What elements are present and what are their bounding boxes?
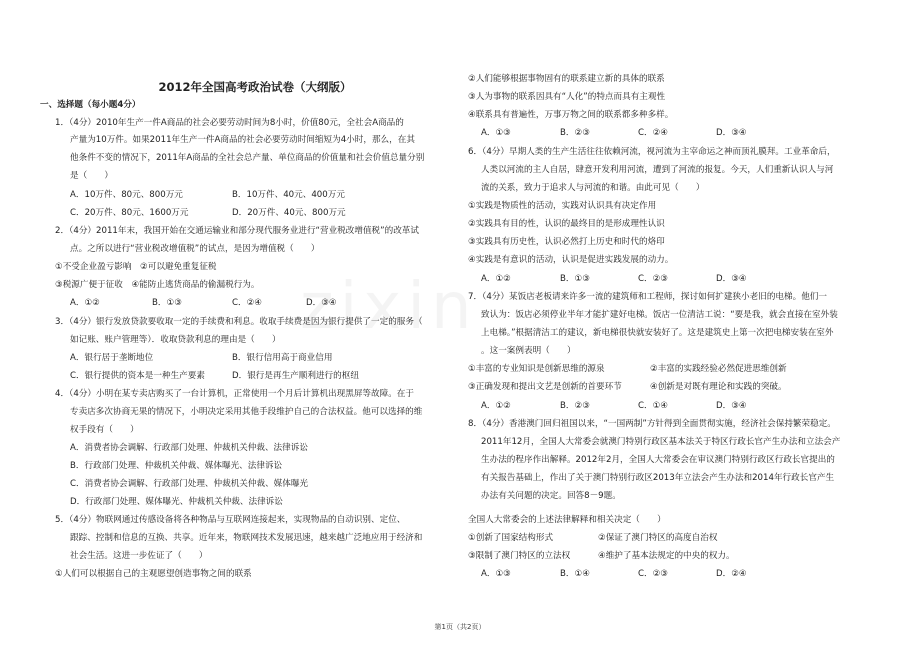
- q8-statement: ④维护了基本法规定的中央的权力。: [598, 551, 735, 561]
- q1-option-c: C．20万件、80元、1600万元: [70, 208, 189, 218]
- q4-option-c: C．消费者协会调解、行政部门处理、仲裁机关仲裁、媒体曝光: [70, 479, 309, 489]
- q1-option-a: A．10万件、80元、800万元: [70, 190, 183, 200]
- q4-line: 权手段有（ ）: [70, 425, 139, 435]
- q8-line: 有关报告基础上，作出了关于澳门特别行政区2013年立法会产生办法和2014年行政长官产生: [481, 473, 835, 483]
- section-heading: 一、选择题（每小题4分）: [40, 100, 141, 110]
- q8-line: 办法有关问题的决定。回答8－9题。: [481, 491, 621, 501]
- q7-statement: ④创新是对既有理论和实践的突破。: [650, 382, 787, 392]
- q5-option-b: B．②③: [560, 128, 590, 138]
- q1-line: 是（ ）: [70, 171, 113, 181]
- q4-line: 专卖店多次协商无果的情况下，小明决定采用其他手段维护自己的合法权益。他可以选择的维: [70, 407, 423, 417]
- q3-option-b: B．银行信用高于商业信用: [232, 353, 333, 363]
- page-footer: 第1页（共2页）: [434, 623, 486, 631]
- q1-option-b: B．10万件、40元、400万元: [232, 190, 345, 200]
- q8-stem: 全国人大常委会的上述法律解释和相关决定（ ）: [468, 515, 666, 525]
- q6-option-d: D．③④: [716, 274, 747, 284]
- q8-statement: ③限制了澳门特区的立法权: [468, 551, 571, 561]
- q1-line: 产量为10万件。如果2011年生产一件A商品的社会必要劳动时间缩短为4小时，那么，在其: [70, 135, 415, 145]
- q7-option-c: C．①④: [638, 401, 669, 411]
- q6-option-c: C．②③: [638, 274, 669, 284]
- q6-option-b: B．①③: [560, 274, 590, 284]
- q6-line: 6．（4分）早期人类的生产生活往往依赖河流，视河流为主宰命运之神而顶礼膜拜。工业革命后，: [468, 147, 836, 157]
- q5-line: 社会生活。这进一步佐证了（ ）: [70, 551, 208, 561]
- q7-line: 7．（4分）某饭店老板请来许多一流的建筑师和工程师，探讨如何扩建狭小老旧的电梯。他们一: [468, 292, 827, 302]
- q5-option-c: C．②④: [638, 128, 669, 138]
- q3-option-c: C．银行提供的资本是一种生产要素: [70, 371, 205, 381]
- q6-statement: ③实践具有历史性，认识必然打上历史和时代的烙印: [468, 237, 665, 247]
- q8-statement: ①创新了国家结构形式: [468, 533, 554, 543]
- q7-statement: ①丰富的专业知识是创新思维的源泉: [468, 364, 605, 374]
- q6-statement: ②实践具有目的性，认识的最终目的是形成理性认识: [468, 219, 665, 229]
- q4-option-d: D．行政部门处理、媒体曝光、仲裁机关仲裁、法律诉讼: [70, 497, 283, 507]
- q2-line: 2．（4分）2011年末，我国开始在交通运输业和部分现代服务业进行“营业税改增值税”的改革试: [55, 226, 419, 236]
- q7-option-b: B．②③: [560, 401, 590, 411]
- q5-statement: ①人们可以根据自己的主观愿望创造事物之间的联系: [55, 569, 252, 579]
- q3-line: 如记账、账户管理等）．收取贷款利息的理由是（ ）: [70, 335, 281, 345]
- q7-option-a: A．①②: [481, 401, 511, 411]
- q5-line: 跟踪、控制和信息的互换、共享。近年来，物联网技术发展迅速，越来越广泛地应用于经济和: [70, 533, 423, 543]
- q6-option-a: A．①②: [481, 274, 511, 284]
- q8-option-d: D．②④: [716, 569, 747, 579]
- page-title: 2012年全国高考政治试卷（大纲版）: [158, 80, 352, 94]
- q6-statement: ①实践是物质性的活动，实践对认识具有决定作用: [468, 201, 657, 211]
- q6-line: 流的关系，致力于追求人与河流的和谐。由此可见（ ）: [481, 183, 705, 193]
- q6-statement: ④实践是有意识的活动，认识是促进实践发展的动力。: [468, 255, 674, 265]
- q5-option-d: D．③④: [716, 128, 747, 138]
- q8-option-c: C．②③: [638, 569, 669, 579]
- q8-statement: ②保证了澳门特区的高度自治权: [598, 533, 718, 543]
- q2-option-a: A．①②: [70, 298, 100, 308]
- q2-statement: ①不受企业盈亏影响 ②可以避免重复征税: [55, 262, 217, 272]
- q7-statement: ③正确发现和提出文艺是创新的首要环节: [468, 382, 622, 392]
- q5-line: 5．（4分）物联网通过传感设备将各种物品与互联网连接起来，实现物品的自动识别、定位、: [55, 515, 406, 525]
- q3-option-a: A．银行居于垄断地位: [70, 353, 154, 363]
- q7-option-d: D．③④: [716, 401, 747, 411]
- q3-option-d: D．银行是再生产顺利进行的枢纽: [232, 371, 359, 381]
- q8-line: 生办法的程序作出解释。2012年2月，全国人大常委会在审议澳门特别行政区行政长官提出的: [481, 455, 835, 465]
- q1-line: 他条件不变的情况下，2011年A商品的全社会总产量、单位商品的价值量和社会价值总量分别: [70, 153, 425, 163]
- q1-line: 1．（4分）2010年生产一件A商品的社会必要劳动时间为8小时，价值80元，全社会A商品的: [55, 118, 404, 128]
- q6-line: 人类以河流的主人自居，肆意开发利用河流，遭到了河流的报复。今天，人们重新认识人与河: [481, 165, 834, 175]
- q4-line: 4．（4分）小明在某专卖店购买了一台计算机，正常使用一个月后计算机出现黑屏等故障。在于: [55, 389, 414, 399]
- q2-statement: ③税源广便于征收 ④能防止逃货商品的偷漏税行为。: [55, 280, 260, 290]
- q1-option-d: D．20万件、40元、800万元: [232, 208, 346, 218]
- q8-line: 8．（4分）香港澳门回归祖国以来，“一国两制”方针得到全面贯彻实施，经济社会保持繁荣稳定。: [468, 419, 836, 429]
- q2-option-b: B．①③: [152, 298, 182, 308]
- q5-statement: ④联系具有普遍性，万事万物之间的联系都多种多样。: [468, 110, 674, 120]
- q8-option-a: A．①③: [481, 569, 511, 579]
- q2-line: 点。之所以进行“营业税改增值税”的试点，是因为增值税（ ）: [70, 244, 320, 254]
- q5-statement: ③人为事物的联系因具有“人化”的特点而具有主观性: [468, 92, 666, 102]
- q4-option-b: B．行政部门处理、仲裁机关仲裁、媒体曝光、法律诉讼: [70, 461, 283, 471]
- q8-line: 2011年12月，全国人大常委会就澳门特别行政区基本法关于特区行政长官产生办法和立法会产: [481, 437, 841, 447]
- q7-line: 上电梯。”根据清洁工的建议，新电梯很快就安装好了。这是建筑史上第一次把电梯安装在室外: [481, 328, 834, 338]
- q5-statement: ②人们能够根据事物固有的联系建立新的具体的联系: [468, 74, 665, 84]
- q7-statement: ②丰富的实践经验必然促进思维创新: [650, 364, 787, 374]
- q2-option-d: D．③④: [306, 298, 337, 308]
- q5-option-a: A．①③: [481, 128, 511, 138]
- q2-option-c: C．②④: [232, 298, 263, 308]
- q7-line: 。这一案例表明（ ）: [481, 346, 576, 356]
- q8-option-b: B．①④: [560, 569, 590, 579]
- q3-line: 3．（4分）银行发放贷款要收取一定的手续费和利息。收取手续费是因为银行提供了一定的服务（: [55, 317, 423, 327]
- q4-option-a: A．消费者协会调解、行政部门处理、仲裁机关仲裁、法律诉讼: [70, 443, 308, 453]
- q7-line: 致认为：饭店必须停业半年才能扩建好电梯。饭店一位清洁工说：“要是我，就会直接在室外装: [481, 310, 838, 320]
